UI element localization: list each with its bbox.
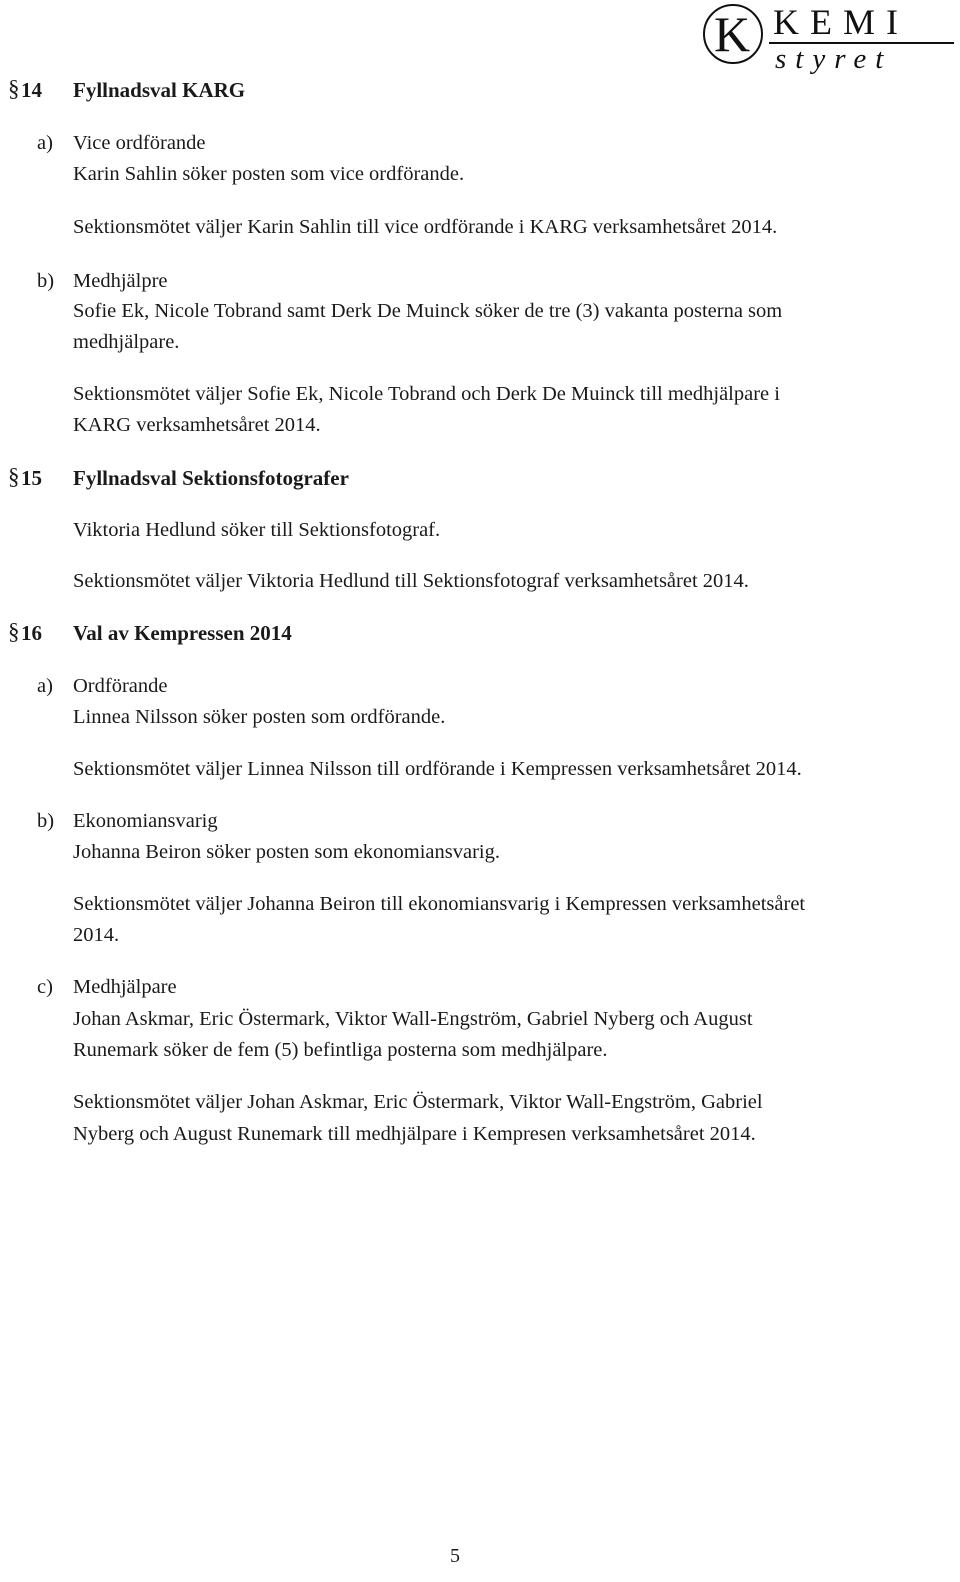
- item-decision-line: Sektionsmötet väljer Sofie Ek, Nicole Tobrand och Derk De Muinck till medhjälpare i: [73, 383, 780, 405]
- item-candidates-line: Sofie Ek, Nicole Tobrand samt Derk De Muinck söker de tre (3) vakanta posterna som: [73, 300, 783, 322]
- logo-line1: KEMI: [773, 2, 909, 42]
- section-number: 16: [21, 621, 42, 645]
- item-marker: b): [37, 810, 55, 832]
- section-candidates: Viktoria Hedlund söker till Sektionsfotograf.: [73, 519, 441, 541]
- item-decision-line: KARG verksamhetsåret 2014.: [73, 414, 321, 436]
- section-title: Fyllnadsval KARG: [73, 78, 246, 102]
- item-marker: c): [37, 976, 53, 998]
- item-marker: b): [37, 270, 55, 292]
- item-decision-line: 2014.: [73, 924, 120, 946]
- item-role: Ordförande: [73, 675, 168, 697]
- item-role: Ekonomiansvarig: [73, 810, 218, 832]
- section-title: Val av Kempressen 2014: [73, 621, 292, 645]
- item-role: Vice ordförande: [73, 132, 206, 154]
- section-sign: §: [8, 619, 20, 644]
- item-marker: a): [37, 675, 53, 697]
- section-number: 14: [21, 78, 42, 102]
- item-decision-line: Sektionsmötet väljer Johan Askmar, Eric Östermark, Viktor Wall-Engström, Gabriel: [73, 1091, 763, 1113]
- item-decision: Sektionsmötet väljer Linnea Nilsson till ordförande i Kempressen verksamhetsåret 2014.: [73, 758, 802, 780]
- item-decision: Sektionsmötet väljer Karin Sahlin till vice ordförande i KARG verksamhetsåret 2014.: [73, 216, 778, 238]
- item-role: Medhjälpre: [73, 270, 168, 292]
- kemistyret-logo: [703, 4, 953, 74]
- item-candidates-line: Johan Askmar, Eric Östermark, Viktor Wall-Engström, Gabriel Nyberg och August: [73, 1008, 753, 1030]
- item-candidates: Johanna Beiron söker posten som ekonomiansvarig.: [73, 841, 501, 863]
- section-sign: §: [8, 76, 20, 101]
- logo-monogram: K: [714, 6, 751, 62]
- item-decision-line: Nyberg och August Runemark till medhjälpare i Kempresen verksamhetsåret 2014.: [73, 1123, 756, 1145]
- section-sign: §: [8, 464, 20, 489]
- item-candidates: Linnea Nilsson söker posten som ordförande.: [73, 706, 446, 728]
- item-candidates-line: Runemark söker de fem (5) befintliga posterna som medhjälpare.: [73, 1039, 608, 1061]
- item-role: Medhjälpare: [73, 976, 177, 998]
- item-candidates-line: medhjälpare.: [73, 331, 180, 353]
- section-title: Fyllnadsval Sektionsfotografer: [73, 466, 349, 490]
- section-decision: Sektionsmötet väljer Viktoria Hedlund till Sektionsfotograf verksamhetsåret 2014.: [73, 570, 749, 592]
- item-candidates: Karin Sahlin söker posten som vice ordförande.: [73, 163, 465, 185]
- section-number: 15: [21, 466, 42, 490]
- item-marker: a): [37, 132, 53, 154]
- item-decision-line: Sektionsmötet väljer Johanna Beiron till ekonomiansvarig i Kempressen verksamhetsåret: [73, 893, 806, 915]
- logo-line2: styret: [775, 43, 893, 75]
- page-number: 5: [450, 1545, 460, 1567]
